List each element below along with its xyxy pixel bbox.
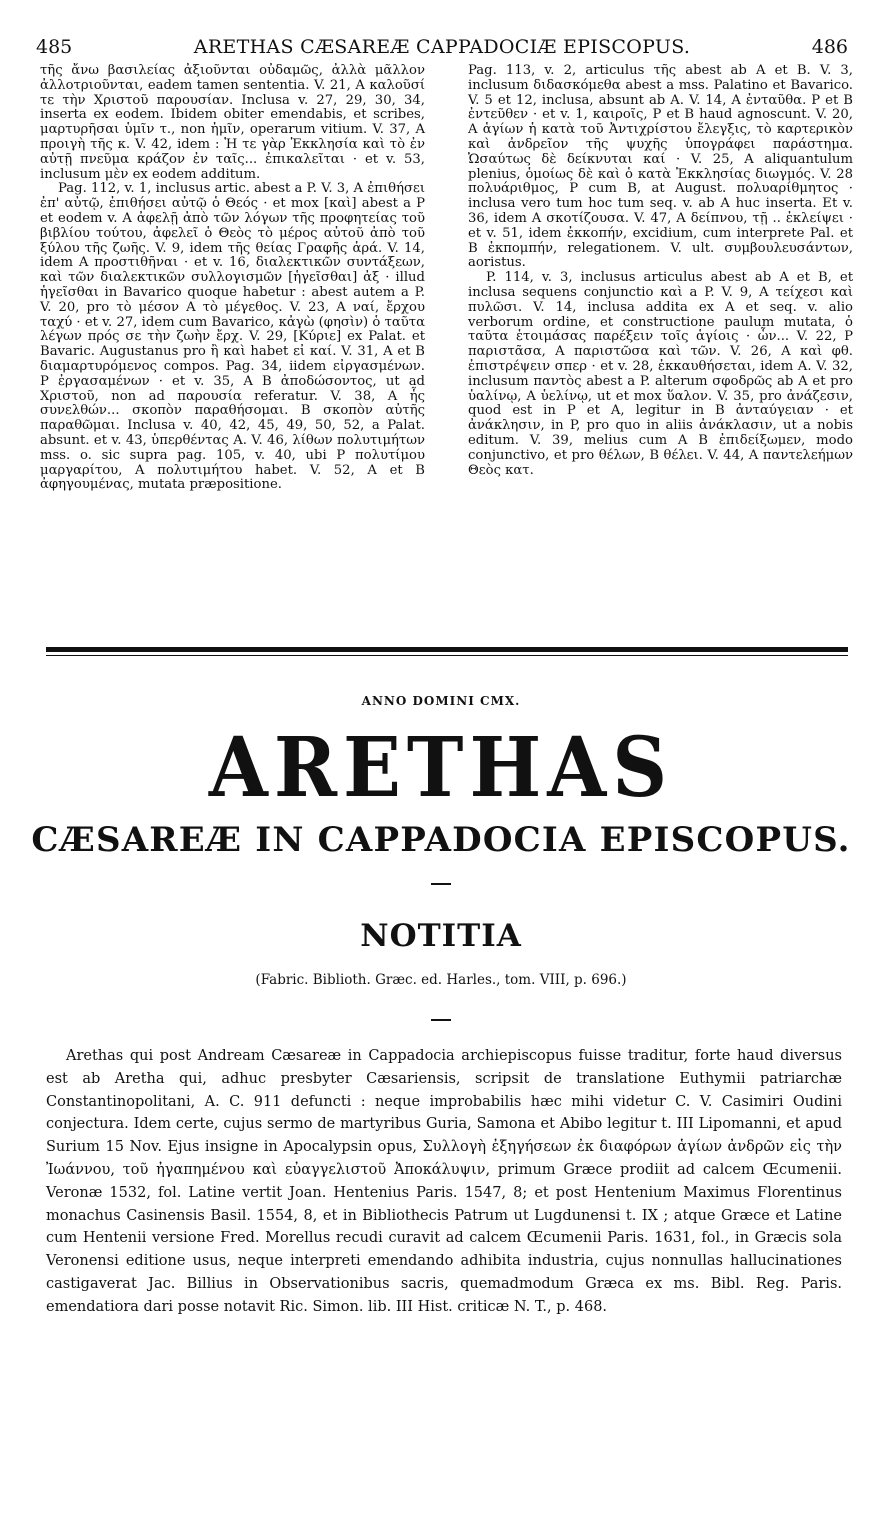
short-rule (431, 1019, 451, 1021)
right-column (468, 64, 853, 478)
notes-columns (40, 63, 853, 624)
notitia-heading: NOTITIA (360, 918, 522, 954)
right-column-paragraph: Pag. 113, v. 2, articulus τῆς abest ab A et B. V. 3, inclusum διδασκόμεθα abest a mss. Palatino et Bavarico. V. 5 et 12, inclusa, absunt ab A. V. 14, A ἐνταῦθα. P et B ἐντεῦθεν · et v. 1, καιροῖς, P et B haud agnoscunt. V. 20, A ἁγίων ἡ κατὰ τοῦ Ἀντιχρίστου ἔλεγξις, τὸ καρτερικὸν καὶ ἀνδρεῖον τῆς ψυχῆς ὑπογράφει παράστημα. Ὡσαύτως δὲ δείκνυται καί · V. 25, A aliquantulum plenius, ὁμοίως δὲ καὶ ὁ κατὰ Ἐκκλησίας διωγμός. V. 28 πολυάριθμος, P cum B, at August. πολυαρίθμητος · inclusa vero tum hoc tum seq. v. ab A huc inserta. Et v. 36, idem A σκοτίζουσα. V. 47, A δείπνου, τῇ .. ἐκλείψει · et v. 51, idem ἐκκοπήν, excidium, cum interprete Pal. et B ἐκπομπήν, relegationem. V. ult. συμβουλευσάντων, aoristus. (468, 63, 853, 271)
author-title: ARETHAS (208, 719, 674, 816)
notitia-body: Arethas qui post Andream Cæsareæ in Cappadocia archiepiscopus fuisse traditur, forte haud diversus est ab Aretha qui, adhuc presbyter Cæsariensis, scripsit de translatione Euthymii patriarchæ Constantinopolitani, A. C. 911 defuncti : neque improbabilis hæc mihi videtur C. V. Casimiri Oudini conjectura. Idem certe, cujus sermo de martyribus Guria, Samona et Abibo legitur t. III Lipomanni, et apud Surium 15 Nov. Ejus insigne in Apocalypsin opus, Συλλογὴ ἐξηγήσεων ἐκ διαφόρων ἁγίων ἀνδρῶν εἰς τὴν Ἰωάννου, τοῦ ἠγαπημένου καὶ εὐαγγελιστοῦ Ἀποκάλυψιν, primum Græce prodiit ad calcem Œcumenii. Veronæ 1532, fol. Latine vertit Joan. Hentenius Paris. 1547, 8; et post Hentenium Maximus Florentinus monachus Casinensis Basil. 1554, 8, et in Bibliothecis Patrum ut Lugdunensi t. IX ; atque Græce et Latine cum Hentenii versione Fred. Morellus recudi curavit ad calcem Œcumenii Paris. 1631, fol., in Græcis sola Veronensi editione usus, neque interpreti emendando adhibita industria, cujus nonnullas hallucinationes castigaverat Jac. Billius in Observationibus sacris, quemadmodum Græca ex ms. Bibl. Reg. Paris. emendatiora dari posse notavit Ric. Simon. lib. III Hist. criticæ N. T., p. 468. (46, 1048, 842, 1315)
section-divider-thin (46, 655, 848, 656)
section-divider-thick (46, 647, 848, 652)
short-rule (431, 883, 451, 885)
page-number-left: 485 (36, 36, 73, 58)
author-subtitle: CÆSAREÆ IN CAPPADOCIA EPISCOPUS. (31, 820, 851, 860)
left-column-paragraph: Pag. 112, v. 1, inclusus artic. abest a P. V. 3, A ἐπιθήσει ἐπ' αὐτῷ, ἐπιθήσει αὐτῷ ὁ Θεός · et mox [καὶ] abest a P et eodem v. A ἀφελῇ ἀπὸ τῶν λόγων τῆς προφητείας τοῦ βιβλίου τούτου, ἀφελεῖ ὁ Θεὸς τὸ μέρος αὐτοῦ ἀπὸ τοῦ ξύλου τῆς ζωῆς. V. 9, idem τῆς θείας Γραφῆς ἀρά. V. 14, idem A προστιθῆναι · et v. 16, διαλεκτικῶν συντάξεων, καὶ τῶν διαλεκτικῶν συλλογισμῶν [ἡγεῖσθαι] ἀξ · illud ἡγεῖσθαι in Bavarico quoque habetur : abest autem a P. V. 20, pro τὸ μέσον A τὸ μέγεθος. V. 23, A ναί, ἔρχου ταχύ · et v. 27, idem cum Bavarico, κἀγὼ (φησὶν) ὁ ταῦτα λέγων πρός σε τὴν ζωὴν ἔρχ. V. 29, [Κύριε] ex Palat. et Bavaric. Augustanus pro ἢ καὶ habet εἰ καί. V. 31, A et B διαμαρτυρόμενος compos. Pag. 34, iidem εἰργασμένων. P ἐργασαμένων · et v. 35, A B ἀποδώσοντος, ut ad Χριστοῦ, non ad παρουσία referatur. V. 38, A ἧς συνελθών... σκοπὸν παραθήσομαι. B σκοπὸν αὐτῆς παραθῶμαι. Inclusa v. 40, 42, 45, 49, 50, 52, a Palat. absunt. et v. 43, ὑπερθέντας A. V. 46, λίθων πολυτιμήτων mss. o. sic supra pag. 105, v. 40, ubi P πολυτίμου μαργαρίτου, A πολυτιμήτου habet. V. 52, A et B ἀφηγουμένας, mutata præpositione. (40, 181, 425, 493)
left-column-paragraph: τῆς ἄνω βασιλείας ἀξιοῦνται οὐδαμῶς, ἀλλὰ μᾶλλον ἀλλοτριοῦνται, eadem tamen sententia. V. 21, A καλοῦσί τε τὴν Χριστοῦ παρουσίαν. Inclusa v. 27, 29, 30, 34, inserta ex eodem. Ibidem obiter emendabis, et scribes, μαρτυρῆσαι ὑμῖν τ., non ἡμῖν, operarum vitium. V. 37, A προιγὴ τῆς κ. V. 42, idem : Ἡ τε γὰρ Ἐκκλησία καὶ τὸ ἐν αὐτῇ πνεῦμα κράζον ἐν ταῖς... ἐπικαλεῖται · et v. 53, inclusum μὲν ex eodem additum. (40, 63, 425, 182)
page-number-right: 486 (811, 36, 848, 58)
left-column (40, 64, 425, 493)
source-citation: (Fabric. Biblioth. Græc. ed. Harles., tom. VIII, p. 696.) (255, 972, 627, 988)
anno-line: ANNO DOMINI CMX. (361, 694, 521, 708)
right-column-paragraph: P. 114, v. 3, inclusus articulus abest ab A et B, et inclusa sequens conjunctio καὶ a P. V. 9, A τείχεσι καὶ πυλῶσι. V. 14, inclusa addita ex A et seq. v. alio verborum ordine, et constructione paulum mutata, ὁ ταῦτα ἑτοιμάσας παρέξειν τοῖς ἁγίοις · ὧν... V. 22, P παριστᾶσα, A παριστῶσα καὶ τῶν. V. 26, A καὶ φθ. ἐπιστρέψειν σπερ · et v. 28, ἐκκαυθήσεται, idem A. V. 32, inclusum παντὸς abest a P. alterum σφοδρῶς ab A et pro ὑαλίνῳ, A ὑελίνῳ, ut et mox ὕαλον. V. 35, pro ἀνάζεσιν, quod est in P et A, legitur in B ἀνταύγειαν · et ἀνάκλησιν, in P, pro quo in aliis ἀνάκλασιν, ut a nobis editum. V. 39, melius cum A B ἐπιδείξωμεν, modo conjunctivo, et pro θέλων, B θέλει. V. 44, A παντελεήμων Θεὸς κατ. (468, 270, 853, 478)
running-title: ARETHAS CÆSAREÆ CAPPADOCIÆ EPISCOPUS. (193, 36, 691, 58)
running-header (36, 36, 848, 60)
